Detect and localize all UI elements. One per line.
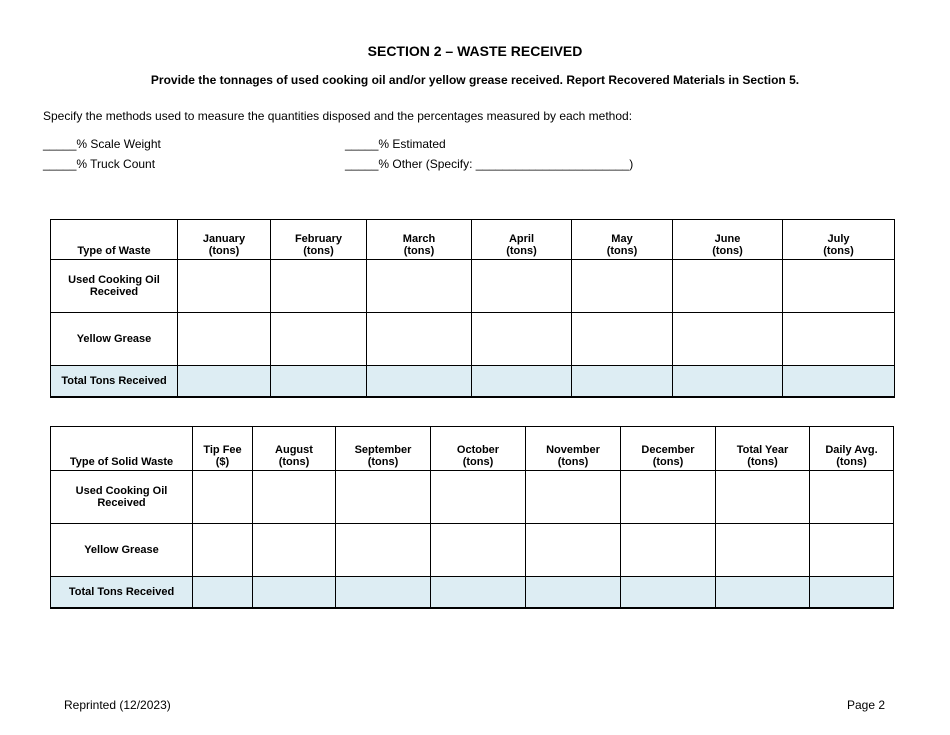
- input-cell[interactable]: [472, 366, 572, 397]
- input-cell[interactable]: [716, 524, 810, 577]
- table-header-row: [51, 220, 895, 260]
- total-row: [51, 366, 895, 397]
- column-header-april: April (tons): [472, 220, 572, 260]
- row-label-total-tons: Total Tons Received: [51, 366, 178, 397]
- footer-reprint-date: Reprinted (12/2023): [64, 698, 171, 712]
- input-cell[interactable]: [673, 313, 783, 366]
- input-cell[interactable]: [367, 313, 472, 366]
- input-cell[interactable]: [431, 524, 526, 577]
- method-other[interactable]: _____% Other (Specify: _______________________): [345, 157, 634, 171]
- column-header-daily-avg: Daily Avg. (tons): [810, 427, 894, 471]
- input-cell[interactable]: [810, 524, 894, 577]
- table-header-row: [51, 427, 894, 471]
- waste-table-jan-jul: [50, 219, 895, 398]
- column-header-may: May (tons): [572, 220, 673, 260]
- row-label-yellow-grease: Yellow Grease: [51, 313, 178, 366]
- column-header-november: November (tons): [526, 427, 621, 471]
- column-header-type-of-solid-waste: Type of Solid Waste: [51, 427, 193, 471]
- input-cell[interactable]: [716, 577, 810, 608]
- method-truck-count[interactable]: _____% Truck Count: [43, 157, 156, 171]
- input-cell[interactable]: [783, 313, 895, 366]
- input-cell[interactable]: [193, 577, 253, 608]
- footer-page-number: Page 2: [847, 698, 886, 712]
- column-header-september: September (tons): [336, 427, 431, 471]
- column-header-type-of-waste: Type of Waste: [51, 220, 178, 260]
- input-cell[interactable]: [673, 366, 783, 397]
- input-cell[interactable]: [572, 366, 673, 397]
- column-header-february: February (tons): [271, 220, 367, 260]
- column-header-august: August (tons): [253, 427, 336, 471]
- input-cell[interactable]: [253, 524, 336, 577]
- input-cell[interactable]: [716, 471, 810, 524]
- column-header-october: October (tons): [431, 427, 526, 471]
- input-cell[interactable]: [431, 471, 526, 524]
- input-cell[interactable]: [431, 577, 526, 608]
- input-cell[interactable]: [472, 260, 572, 313]
- input-cell[interactable]: [810, 471, 894, 524]
- input-cell[interactable]: [178, 260, 271, 313]
- total-row: [51, 577, 894, 608]
- input-cell[interactable]: [336, 471, 431, 524]
- table-row: [51, 471, 894, 524]
- input-cell[interactable]: [472, 313, 572, 366]
- column-header-march: March (tons): [367, 220, 472, 260]
- input-cell[interactable]: [178, 366, 271, 397]
- table-row: [51, 260, 895, 313]
- column-header-tip-fee: Tip Fee ($): [193, 427, 253, 471]
- table-row: [51, 313, 895, 366]
- input-cell[interactable]: [526, 471, 621, 524]
- input-cell[interactable]: [367, 260, 472, 313]
- column-header-december: December (tons): [621, 427, 716, 471]
- row-label-yellow-grease: Yellow Grease: [51, 524, 193, 577]
- row-label-used-cooking-oil: Used Cooking Oil Received: [51, 260, 178, 313]
- input-cell[interactable]: [621, 577, 716, 608]
- row-label-total-tons: Total Tons Received: [51, 577, 193, 608]
- input-cell[interactable]: [367, 366, 472, 397]
- input-cell[interactable]: [271, 313, 367, 366]
- input-cell[interactable]: [526, 577, 621, 608]
- section-title: SECTION 2 – WASTE RECEIVED: [367, 43, 583, 59]
- input-cell[interactable]: [253, 471, 336, 524]
- table-row: [51, 524, 894, 577]
- input-cell[interactable]: [783, 260, 895, 313]
- input-cell[interactable]: [572, 313, 673, 366]
- input-cell[interactable]: [336, 524, 431, 577]
- waste-table-aug-dec: [50, 426, 894, 609]
- row-label-used-cooking-oil: Used Cooking Oil Received: [51, 471, 193, 524]
- method-instruction: Specify the methods used to measure the quantities disposed and the percentages measured by each method:: [43, 109, 633, 123]
- input-cell[interactable]: [526, 524, 621, 577]
- method-scale-weight[interactable]: _____% Scale Weight: [43, 137, 161, 151]
- input-cell[interactable]: [193, 471, 253, 524]
- input-cell[interactable]: [621, 471, 716, 524]
- input-cell[interactable]: [336, 577, 431, 608]
- input-cell[interactable]: [271, 366, 367, 397]
- input-cell[interactable]: [193, 524, 253, 577]
- column-header-june: June (tons): [673, 220, 783, 260]
- column-header-january: January (tons): [178, 220, 271, 260]
- input-cell[interactable]: [253, 577, 336, 608]
- section-subtitle: Provide the tonnages of used cooking oil and/or yellow grease received. Report Recovered Materials in Section 5.: [150, 73, 800, 87]
- column-header-total-year: Total Year (tons): [716, 427, 810, 471]
- column-header-july: July (tons): [783, 220, 895, 260]
- method-estimated[interactable]: _____% Estimated: [345, 137, 446, 151]
- input-cell[interactable]: [621, 524, 716, 577]
- input-cell[interactable]: [783, 366, 895, 397]
- input-cell[interactable]: [673, 260, 783, 313]
- input-cell[interactable]: [572, 260, 673, 313]
- input-cell[interactable]: [810, 577, 894, 608]
- input-cell[interactable]: [271, 260, 367, 313]
- input-cell[interactable]: [178, 313, 271, 366]
